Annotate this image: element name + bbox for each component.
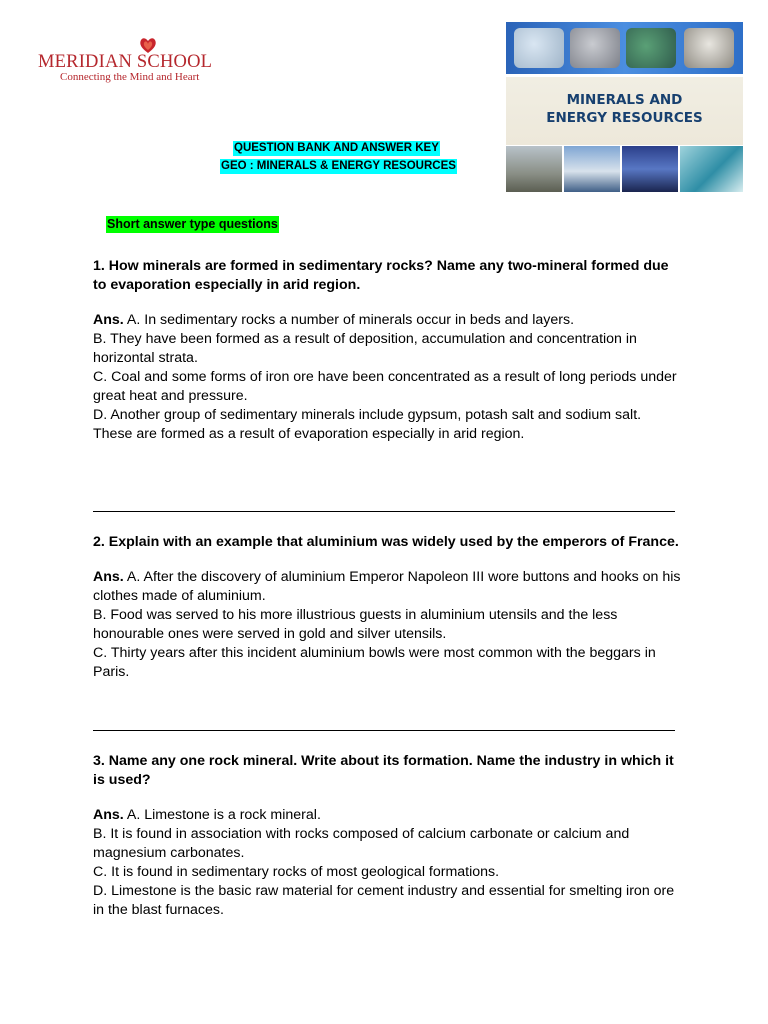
answer-label: Ans. — [93, 569, 124, 585]
question-3: 3. Name any one rock mineral. Write about its formation. Name the industry in which it is used? — [93, 753, 674, 788]
banner-title-area — [506, 77, 743, 145]
subject-heading: GEO : MINERALS & ENERGY RESOURCES — [221, 160, 456, 172]
answer-3 — [93, 806, 683, 920]
answer-line: C. Thirty years after this incident aluminium bowls were most common with the beggars in Paris. — [93, 645, 656, 680]
school-name: MERIDIAN SCHOOL — [38, 52, 213, 72]
banner-title — [506, 91, 743, 127]
section-label: Short answer type questions — [107, 217, 278, 231]
answer-line: B. It is found in association with rocks composed of calcium carbonate or calcium and magnesium carbonates. — [93, 826, 630, 861]
school-logo — [38, 36, 268, 86]
answer-1 — [93, 311, 683, 444]
school-tagline: Connecting the Mind and Heart — [60, 71, 200, 83]
answer-line: B. They have been formed as a result of deposition, accumulation and concentration in horizontal strata. — [93, 331, 637, 366]
mineral-samples-strip — [506, 22, 743, 74]
answer-label: Ans. — [93, 807, 124, 823]
qa-block-3 — [93, 752, 683, 920]
answer-line: A. Limestone is a rock mineral. — [126, 807, 321, 823]
divider — [93, 730, 675, 731]
answer-line: B. Food was served to his more illustrious guests in aluminium utensils and the less honourable ones were served in gold and silver utensils. — [93, 607, 618, 642]
answer-label: Ans. — [93, 312, 124, 328]
banner-title-line1: MINERALS AND — [566, 92, 683, 108]
qa-block-1 — [93, 257, 683, 444]
question-bank-heading: QUESTION BANK AND ANSWER KEY — [234, 142, 439, 154]
question-1: 1. How minerals are formed in sedimentary rocks? Name any two-mineral formed due to evaporation especially in arid region. — [93, 258, 669, 293]
energy-photos-strip — [506, 146, 743, 192]
answer-line: C. It is found in sedimentary rocks of most geological formations. — [93, 864, 500, 880]
question-2: 2. Explain with an example that aluminium was widely used by the emperors of France. — [93, 534, 679, 550]
minerals-banner-image — [506, 22, 743, 192]
banner-title-line2: ENERGY RESOURCES — [546, 110, 703, 126]
answer-line: D. Another group of sedimentary minerals include gypsum, potash salt and sodium salt. These are formed as a result of evaporation especially in arid region. — [93, 407, 642, 442]
answer-line: A. After the discovery of aluminium Emperor Napoleon III wore buttons and hooks on his clothes made of aluminium. — [93, 569, 681, 604]
answer-2 — [93, 568, 683, 682]
answer-line: A. In sedimentary rocks a number of minerals occur in beds and layers. — [126, 312, 575, 328]
divider — [93, 511, 675, 512]
answer-line: D. Limestone is the basic raw material for cement industry and essential for smelting iron ore in the blast furnaces. — [93, 883, 675, 918]
answer-line: C. Coal and some forms of iron ore have been concentrated as a result of long periods under great heat and pressure. — [93, 369, 677, 404]
qa-block-2 — [93, 533, 683, 682]
